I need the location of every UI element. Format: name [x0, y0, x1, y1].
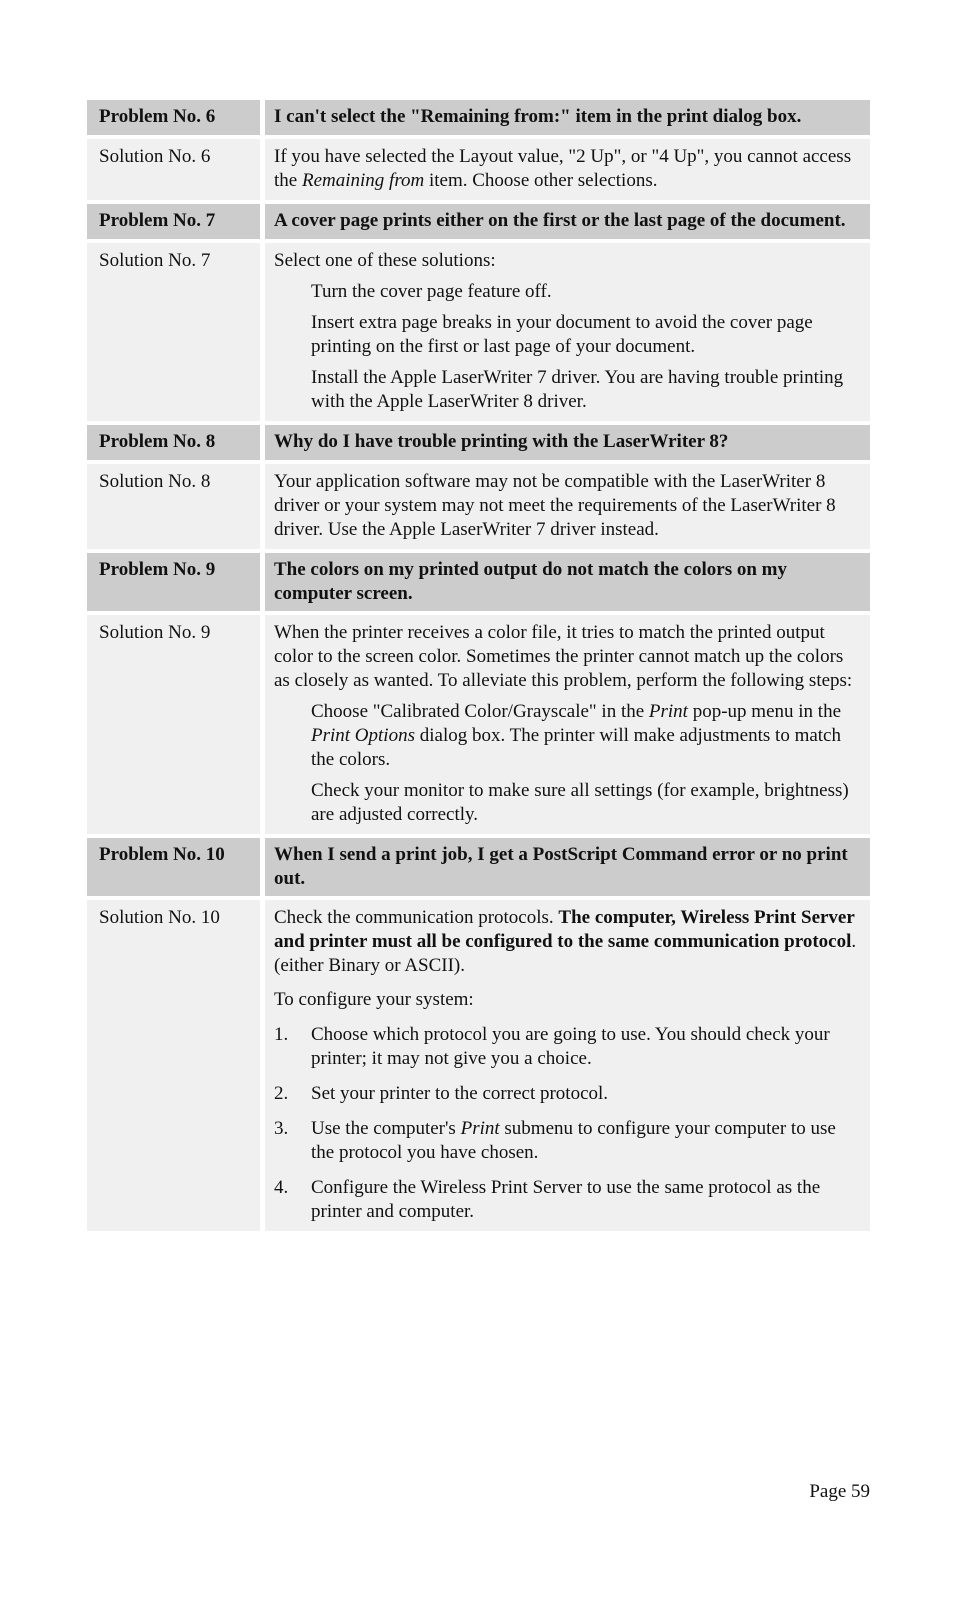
solution-option: Insert extra page breaks in your document to avoid the cover page printing on the first or last page of your document. — [311, 312, 813, 357]
solution-row-6 — [87, 139, 870, 200]
step-number: 4. — [274, 1177, 289, 1198]
solution-step: Choose "Calibrated Color/Grayscale" in the Print pop-up menu in the Print Options dialog box. The printer will make adjustments to match the colors. — [311, 701, 841, 770]
problem-label: Problem No. 7 — [87, 204, 260, 239]
solution-intro: When the printer receives a color file, it tries to match the printed output color to the screen color. Sometimes the printer cannot match up the colors as closely as wanted. To alleviate this problem, perform the following steps: — [274, 622, 853, 691]
solution-text — [265, 615, 870, 834]
solution-intro: Check the communication protocols. The computer, Wireless Print Server and printer must all be configured to the same communication protocol.(either Binary or ASCII). — [274, 907, 857, 976]
solution-intro: Select one of these solutions: — [274, 250, 496, 271]
numbered-step — [274, 1176, 860, 1224]
problem-row-6 — [87, 100, 870, 135]
problem-row-7 — [87, 204, 870, 239]
problem-row-9 — [87, 553, 870, 611]
problem-label: Problem No. 10 — [87, 838, 260, 896]
solution-row-8 — [87, 464, 870, 549]
problem-row-8 — [87, 425, 870, 460]
solution-row-9 — [87, 615, 870, 834]
troubleshooting-table — [87, 100, 870, 1235]
solution-label: Solution No. 8 — [87, 464, 260, 549]
step-text: Choose which protocol you are going to use. You should check your printer; it may not give you a choice. — [311, 1024, 830, 1069]
problem-text: A cover page prints either on the first or the last page of the document. — [265, 204, 870, 239]
problem-label: Problem No. 8 — [87, 425, 260, 460]
problem-text: When I send a print job, I get a PostScript Command error or no print out. — [265, 838, 870, 896]
configure-heading: To configure your system: — [274, 989, 474, 1010]
numbered-step — [274, 1023, 860, 1071]
problem-text: The colors on my printed output do not match the colors on my computer screen. — [265, 553, 870, 611]
solution-text — [265, 900, 870, 1231]
step-number: 3. — [274, 1118, 289, 1139]
solution-label: Solution No. 6 — [87, 139, 260, 200]
problem-label: Problem No. 9 — [87, 553, 260, 611]
solution-step: Check your monitor to make sure all settings (for example, brightness) are adjusted correctly. — [311, 780, 849, 825]
solution-option: Turn the cover page feature off. — [311, 281, 552, 302]
step-number: 1. — [274, 1024, 289, 1045]
solution-row-7 — [87, 243, 870, 421]
solution-text: Your application software may not be compatible with the LaserWriter 8 driver or your system may not meet the requirements of the LaserWriter 8 driver. Use the Apple LaserWriter 7 driver instead. — [265, 464, 870, 549]
step-text: Use the computer's Print submenu to configure your computer to use the protocol you have chosen. — [311, 1118, 836, 1163]
problem-text: Why do I have trouble printing with the LaserWriter 8? — [265, 425, 870, 460]
solution-row-10 — [87, 900, 870, 1231]
numbered-step — [274, 1117, 860, 1165]
step-number: 2. — [274, 1083, 289, 1104]
step-text: Configure the Wireless Print Server to use the same protocol as the printer and computer. — [311, 1177, 821, 1222]
step-text: Set your printer to the correct protocol. — [311, 1083, 609, 1104]
solution-label: Solution No. 9 — [87, 615, 260, 834]
solution-label: Solution No. 7 — [87, 243, 260, 421]
numbered-step — [274, 1082, 860, 1106]
page-number: Page 59 — [809, 1481, 870, 1502]
solution-text — [265, 243, 870, 421]
solution-label: Solution No. 10 — [87, 900, 260, 1231]
problem-text: I can't select the "Remaining from:" item in the print dialog box. — [265, 100, 870, 135]
solution-text: If you have selected the Layout value, "2 Up", or "4 Up", you cannot access the Remaining from item. Choose other selections. — [265, 139, 870, 200]
problem-row-10 — [87, 838, 870, 896]
solution-option: Install the Apple LaserWriter 7 driver. You are having trouble printing with the Apple LaserWriter 8 driver. — [311, 367, 844, 412]
problem-label: Problem No. 6 — [87, 100, 260, 135]
